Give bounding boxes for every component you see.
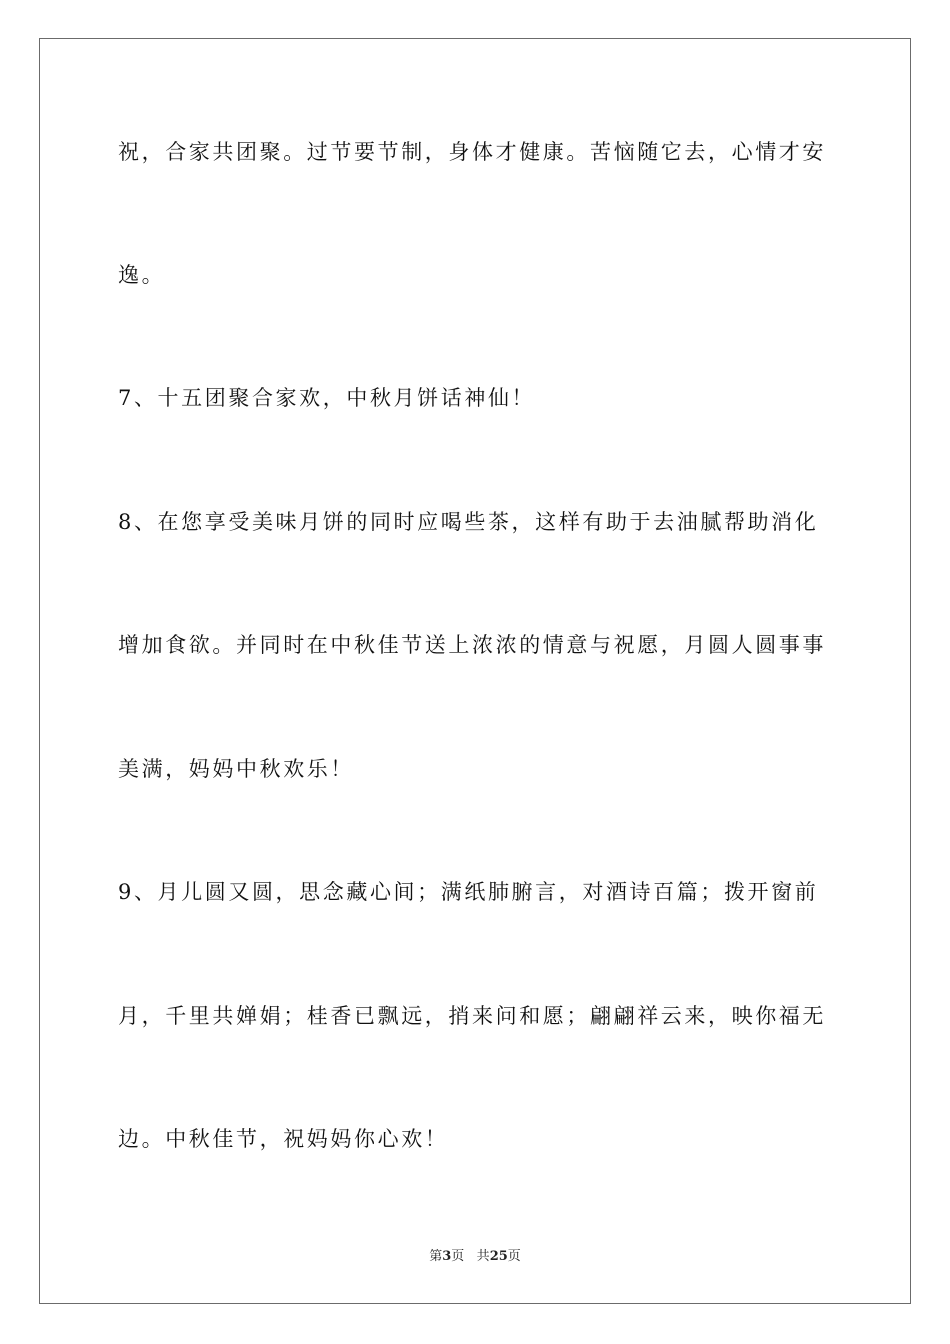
page-border: [39, 38, 911, 1304]
paragraph-line-6: 美满，妈妈中秋欢乐！: [118, 757, 354, 781]
paragraph-line-7: 9、月儿圆又圆，思念藏心间；满纸肺腑言，对酒诗百篇；拨开窗前: [118, 880, 819, 904]
total-prefix: 共: [476, 1249, 490, 1264]
paragraph-line-5: 增加食欲。并同时在中秋佳节送上浓浓的情意与祝愿，月圆人圆事事: [118, 633, 826, 657]
paragraph-line-3: 7、十五团聚合家欢，中秋月饼话神仙！: [118, 386, 536, 410]
page-unit: 页: [451, 1249, 465, 1264]
paragraph-line-1: 祝，合家共团聚。过节要节制，身体才健康。苦恼随它去，心情才安: [118, 140, 826, 164]
page-footer: [0, 1248, 950, 1266]
total-unit: 页: [507, 1249, 521, 1264]
paragraph-line-4: 8、在您享受美味月饼的同时应喝些茶，这样有助于去油腻帮助消化: [118, 510, 819, 534]
paragraph-line-9: 边。中秋佳节，祝妈妈你心欢！: [118, 1127, 449, 1151]
paragraph-line-2: 逸。: [118, 263, 166, 287]
page-current: 3: [442, 1249, 452, 1264]
page-total: 25: [489, 1249, 508, 1264]
page-prefix: 第: [429, 1249, 443, 1264]
paragraph-line-8: 月，千里共婵娟；桂香已飘远，捎来问和愿；翩翩祥云来，映你福无: [118, 1004, 826, 1028]
